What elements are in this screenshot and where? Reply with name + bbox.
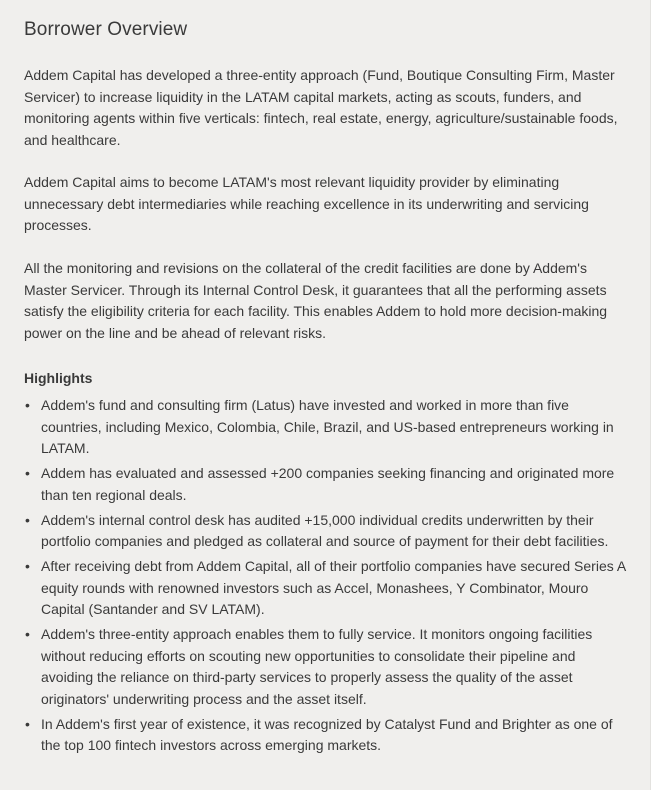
list-item-text: Addem's fund and consulting firm (Latus) have invested and worked in more than five countries, including Mexico, Colombia, Chile, Brazil, and US-based entrepreneurs working in LATAM. (41, 397, 614, 456)
list-item-text: In Addem's first year of existence, it was recognized by Catalyst Fund and Brighter as one of the top 100 fintech investors across emerging markets. (41, 715, 613, 753)
bullet-icon: • (25, 511, 30, 528)
overview-paragraph: Addem Capital aims to become LATAM's most relevant liquidity provider by eliminating unnecessary debt intermediaries while reaching excellence in its underwriting and servicing processes. (24, 174, 589, 233)
highlights-list (24, 395, 628, 760)
overview-paragraph: All the monitoring and revisions on the collateral of the credit facilities are done by Addem's Master Servicer. Through its Internal Control Desk, it guarantees that all the performing assets satisfy the eligibility criteria for each facility. This enables Addem to hold more decision-making power on the line and be ahead of relevant risks. (24, 260, 608, 341)
list-item (24, 556, 628, 621)
list-item (24, 463, 628, 506)
list-item (24, 714, 628, 757)
bullet-icon: • (25, 465, 30, 481)
list-item-text: Addem has evaluated and assessed +200 companies seeking financing and originated more than ten regional deals. (41, 465, 615, 503)
list-item (24, 624, 628, 710)
list-item (24, 510, 628, 553)
overview-paragraph: Addem Capital has developed a three-entity approach (Fund, Boutique Consulting Firm, Master Servicer) to increase liquidity in the LATAM capital markets, acting as scouts, funders, and monitoring agents within five verticals: fintech, real estate, energy, agriculture/sustainable foods, and healthcare. (24, 67, 618, 148)
list-item-text: Addem's three-entity approach enables them to fully service. It monitors ongoing facilities without reducing efforts on scouting new opportunities to consolidate their pipeline and avoiding the reliance on third-party services to properly assess the quality of the asset originators' underwriting process and the asset itself. (41, 626, 593, 707)
highlights-heading: Highlights (24, 370, 93, 386)
list-item-text: Addem's internal control desk has audited +15,000 individual credits underwritten by their portfolio companies and pledged as collateral and source of payment for their debt facilities. (41, 511, 609, 549)
bullet-icon: • (25, 558, 30, 574)
bullet-icon: • (25, 715, 30, 732)
list-item (24, 395, 628, 460)
section-title: Borrower Overview (24, 19, 188, 40)
bullet-icon: • (25, 626, 30, 642)
bullet-icon: • (25, 397, 30, 413)
list-item-text: After receiving debt from Addem Capital, all of their portfolio companies have secured Series A equity rounds with renowned investors such as Accel, Monashees, Y Combinator, Mouro Capital (Santander and SV LATAM). (41, 558, 626, 617)
